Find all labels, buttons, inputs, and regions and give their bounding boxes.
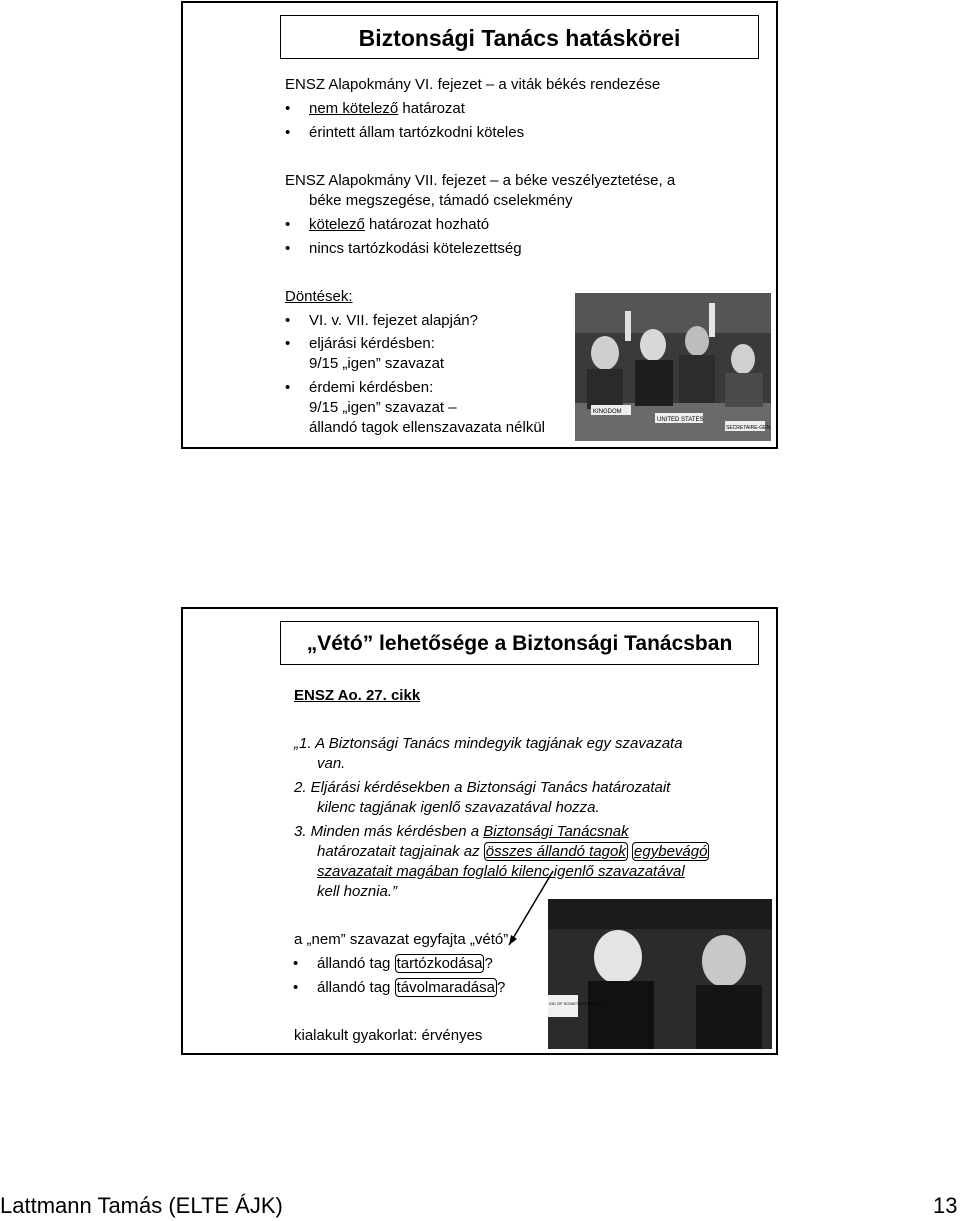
decisions-bullet-3-line2: 9/15 „igen” szavazat – <box>309 399 457 416</box>
art27-p3-line2: határozatait tagjainak az összes állandó tagok egybevágó <box>317 843 708 860</box>
slide-1-title-box <box>280 15 759 59</box>
slide-2-title: „Vétó” lehetősége a Biztonsági Tanácsban <box>306 632 733 655</box>
arrow-connector <box>183 609 780 1057</box>
permanent-members-box: összes állandó tagok <box>485 843 626 860</box>
art27-p3-line1: 3. Minden más kérdésben a Biztonsági Tanácsnak <box>294 823 629 840</box>
section-ch7-heading-line2: béke megszegése, támadó cselekmény <box>309 192 573 209</box>
art27-p3-line4: kell hoznia.” <box>317 883 398 900</box>
decisions-bullet-1: • VI. v. VII. fejezet alapján? <box>309 312 478 330</box>
decisions-bullet-3: • érdemi kérdésben: <box>309 379 433 397</box>
security-council-vote-photo <box>575 293 771 441</box>
ch7-bullet-1: • kötelező határozat hozható <box>309 216 489 234</box>
practice-conclusion: kialakult gyakorlat: érvényes <box>294 1027 483 1044</box>
art27-p1-line2: van. <box>317 755 346 772</box>
decisions-bullet-3-line3: állandó tagok ellenszavazata nélkül <box>309 419 545 436</box>
concurring-box: egybevágó <box>634 843 708 860</box>
art27-p2-line1: 2. Eljárási kérdésekben a Biztonsági Tanács határozatait <box>294 779 671 796</box>
ch7-bullet-2: • nincs tartózkodási kötelezettség <box>309 240 522 258</box>
slide-1 <box>181 1 778 449</box>
section-ch7-heading-line1: ENSZ Alapokmány VII. fejezet – a béke veszélyeztetése, a <box>285 172 676 189</box>
slide-2 <box>181 607 778 1055</box>
decisions-bullet-2-line2: 9/15 „igen” szavazat <box>309 355 445 372</box>
section-ch6-heading: ENSZ Alapokmány VI. fejezet – a viták békés rendezése <box>285 76 661 93</box>
placard-soviet: IOK OF SOVIET REPUBLICS <box>549 1001 603 1006</box>
art27-p2-line2: kilenc tagjának igenlő szavazatával hozza. <box>317 799 600 816</box>
placard-united-states: UNITED STATES <box>657 417 704 423</box>
footer-page-number: 13 <box>933 1193 958 1218</box>
slide-1-title: Biztonsági Tanács hatáskörei <box>358 25 681 51</box>
ch6-bullet-1: • nem kötelező határozat <box>309 100 465 118</box>
art27-p3-line3: szavazatait magában foglaló kilenc igenlő szavazatával <box>317 863 685 880</box>
decisions-heading: Döntések: <box>285 288 353 305</box>
placard-secretaire: SECRETAIRE-GEN <box>726 425 771 431</box>
abstention-bullet: • állandó tag tartózkodása ? <box>317 955 493 973</box>
art27-p1-line1: „1. A Biztonsági Tanács mindegyik tagjának egy szavazata <box>294 735 683 752</box>
article-reference: ENSZ Ao. 27. cikk <box>294 687 421 704</box>
abstention-box: tartózkodása <box>396 955 483 972</box>
decisions-bullet-2: • eljárási kérdésben: <box>309 335 435 353</box>
veto-statement: a „nem” szavazat egyfajta „vétó” <box>294 931 509 948</box>
absence-bullet: • állandó tag távolmaradása ? <box>317 979 505 997</box>
footer-author: Lattmann Tamás (ELTE ÁJK) <box>0 1193 283 1218</box>
ch6-bullet-2: • érintett állam tartózkodni köteles <box>309 124 524 142</box>
placard-kingdom: KINGDOM <box>593 409 622 415</box>
absence-box: távolmaradása <box>396 979 495 996</box>
